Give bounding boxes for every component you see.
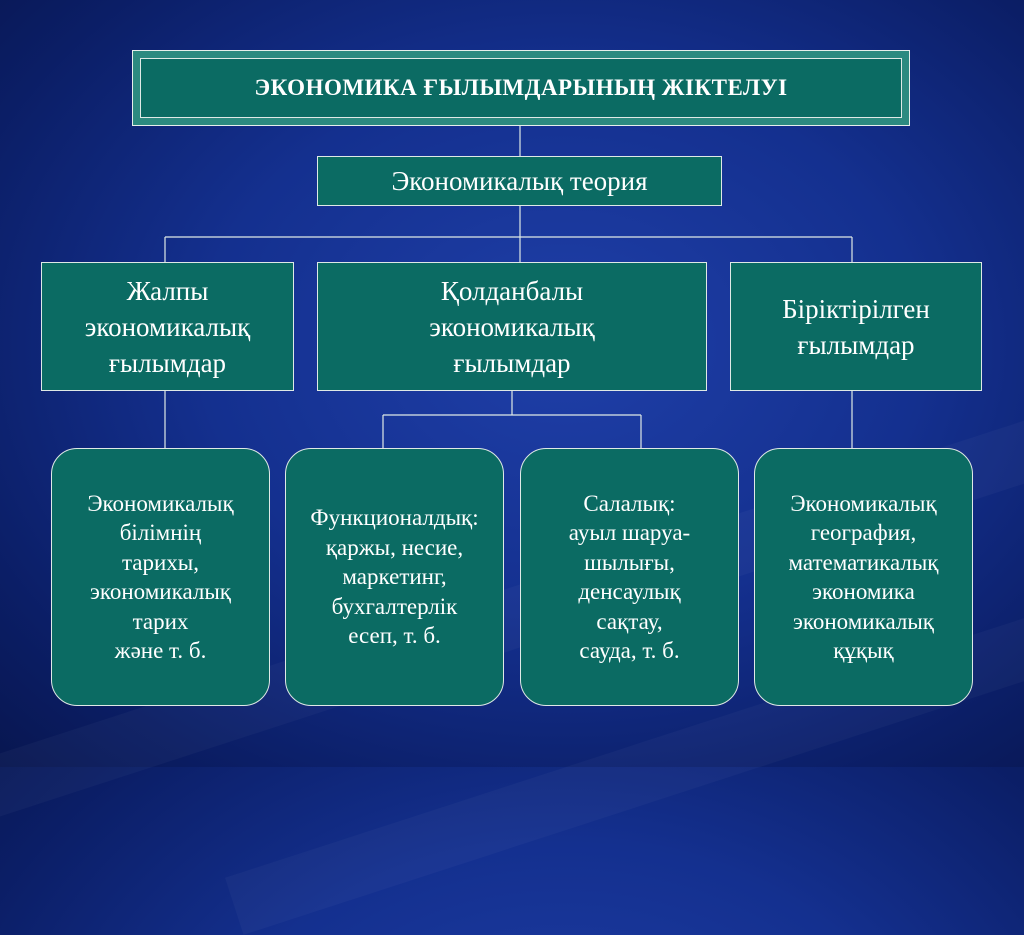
leaf-sectoral: [520, 448, 739, 706]
category-applied-text: Қолданбалы экономикалық ғылымдар: [429, 275, 595, 378]
category-integrated: [730, 262, 982, 391]
leaf-sectoral-text: Салалық: ауыл шаруа- шылығы, денсаулық сақтау, сауда, т. б.: [568, 490, 691, 663]
leaf-integrated-text: Экономикалық география, математикалық экономика экономикалық құқық: [788, 490, 939, 663]
theory-node: [317, 156, 722, 206]
leaf-functional: [285, 448, 504, 706]
diagram-title: [132, 50, 910, 126]
theory-node-text: Экономикалық теория: [391, 165, 648, 196]
category-general: [41, 262, 294, 391]
diagram-title-text: ЭКОНОМИКА ҒЫЛЫМДАРЫНЫҢ ЖІКТЕЛУІ: [254, 75, 788, 100]
leaf-integrated: [754, 448, 973, 706]
leaf-functional-text: Функционалдық: қаржы, несие, маркетинг, бухгалтерлік есеп, т. б.: [310, 505, 479, 649]
category-integrated-text: Біріктірілген ғылымдар: [782, 293, 930, 360]
category-applied: [317, 262, 707, 391]
leaf-history: [51, 448, 270, 706]
category-general-text: Жалпы экономикалық ғылымдар: [84, 275, 251, 378]
leaf-history-text: Экономикалық білімнің тарихы, экономикалық тарих және т. б.: [87, 490, 234, 663]
